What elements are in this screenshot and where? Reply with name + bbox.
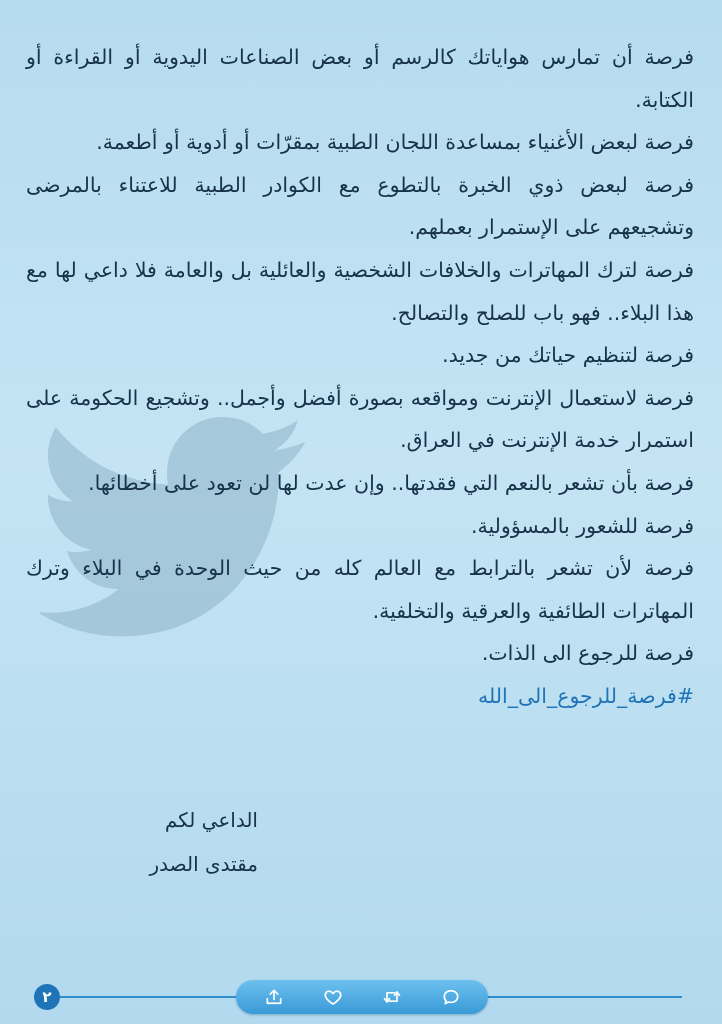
tweet-actions-bar <box>236 980 488 1014</box>
paragraph-organize-life: فرصة لتنظيم حياتك من جديد. <box>442 343 694 368</box>
paragraph-hobbies: فرصة أن تمارس هواياتك كالرسم أو بعض الصناعات اليدوية أو القراءة أو الكتابة. <box>26 45 694 112</box>
signature-salutation: الداعي لكم <box>164 808 258 832</box>
paragraph-blessings: فرصة بأن تشعر بالنعم التي فقدتها.. وإن عدت لها لن تعود على أخطائها. <box>88 470 694 495</box>
signature-name: مقتدى الصدر <box>149 852 258 876</box>
paragraph-reconciliation: فرصة لترك المهاترات والخلافات الشخصية والعائلية بل والعامة فلا داعي لها مع هذا البلاء.. فهو باب للصلح والتصالح. <box>26 257 694 325</box>
comment-icon <box>441 987 461 1007</box>
page-number-badge: ٢ <box>34 984 60 1010</box>
retweet-icon <box>382 987 402 1007</box>
retweet-button[interactable] <box>377 982 407 1012</box>
like-button[interactable] <box>318 982 348 1012</box>
paragraph-volunteering: فرصة لبعض ذوي الخبرة بالتطوع مع الكوادر الطبية للاعتناء بالمرضى وتشجيعهم على الإستمرار بعملهم. <box>26 172 694 240</box>
paragraph-solidarity: فرصة لأن تشعر بالترابط مع العالم كله من حيث الوحدة في البلاء وترك المهاترات الطائفية والعرقية والتخلفية. <box>26 556 694 623</box>
paragraph-responsibility: فرصة للشعور بالمسؤولية. <box>470 513 694 538</box>
reply-button[interactable] <box>436 982 466 1012</box>
paragraph-self-return: فرصة للرجوع الى الذات. <box>481 641 694 666</box>
hashtag-link[interactable]: #فرصة_للرجوع_الى_الله <box>477 683 694 708</box>
share-button[interactable] <box>259 982 289 1012</box>
signature-block <box>149 798 258 886</box>
paragraph-donations: فرصة لبعض الأغنياء بمساعدة اللجان الطبية بمقرّات أو أدوية أو أطعمة. <box>96 130 694 155</box>
paragraph-internet: فرصة لاستعمال الإنترنت ومواقعه بصورة أفضل وأجمل.. وتشجيع الحكومة على استمرار خدمة الإنترنت في العراق. <box>26 385 694 453</box>
heart-icon <box>323 987 343 1007</box>
share-icon <box>264 987 284 1007</box>
article-body <box>26 36 694 717</box>
